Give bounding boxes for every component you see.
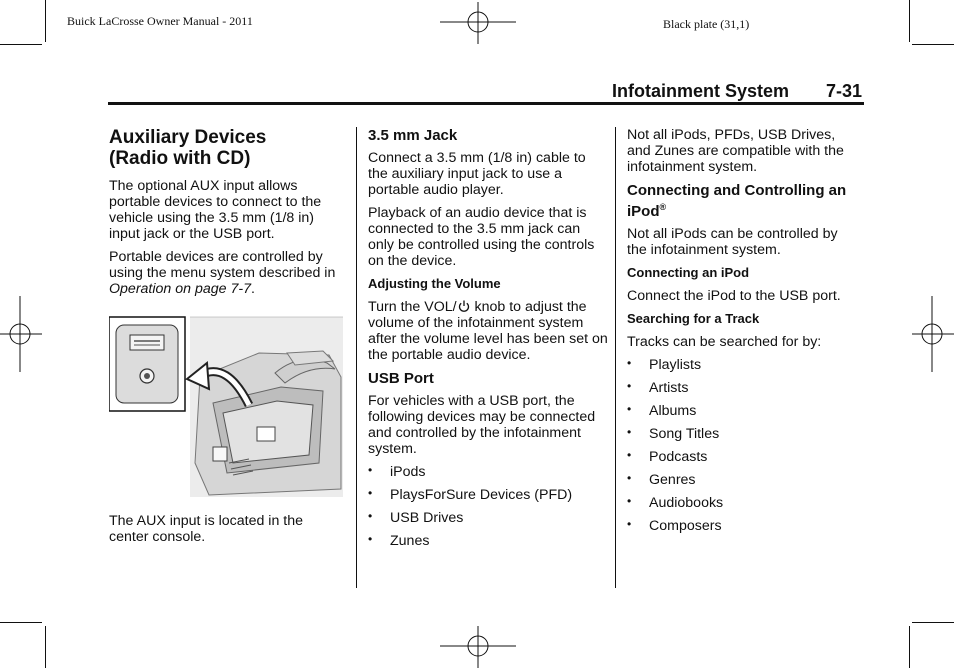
connect-paragraph: Connect the iPod to the USB port. xyxy=(627,288,841,304)
search-heading: Searching for a Track xyxy=(627,311,760,326)
crop-mark xyxy=(0,622,42,623)
ipod-heading xyxy=(627,182,857,220)
crop-mark xyxy=(45,0,46,42)
page-number: 7-31 xyxy=(826,81,863,101)
usb-heading: USB Port xyxy=(368,370,434,387)
jack-paragraph-2: Playback of an audio device that is connected to the 3.5 mm jack can only be controlled using the controls on the device. xyxy=(368,205,595,269)
control-paragraph xyxy=(109,249,341,297)
column-1 xyxy=(109,127,341,552)
search-paragraph: Tracks can be searched for by: xyxy=(627,334,822,350)
list-item: • Song Titles xyxy=(627,426,857,442)
list-item: • Playlists xyxy=(627,357,857,373)
center-console-illustration xyxy=(109,313,343,497)
page-heading xyxy=(109,127,341,169)
list-item: • Audiobooks xyxy=(627,495,857,511)
list-item: • Albums xyxy=(627,403,857,419)
crop-mark xyxy=(912,44,954,45)
volume-paragraph xyxy=(368,299,608,363)
control-text-end: . xyxy=(250,281,255,297)
list-item: • PlaysForSure Devices (PFD) xyxy=(368,487,608,503)
list-item: • Zunes xyxy=(368,533,608,549)
column-divider xyxy=(615,127,616,588)
list-item: • Artists xyxy=(627,380,857,396)
ipod-paragraph: Not all iPods can be controlled by the infotainment system. xyxy=(627,226,838,258)
list-item: • Genres xyxy=(627,472,857,488)
jack-heading: 3.5 mm Jack xyxy=(368,127,458,144)
list-item: • Composers xyxy=(627,518,857,534)
heading-line-2: (Radio with CD) xyxy=(109,148,251,169)
usb-paragraph: For vehicles with a USB port, the following devices may be connected and controlled by the infotainment system. xyxy=(368,393,596,457)
list-item: • USB Drives xyxy=(368,510,608,526)
section-title: Infotainment System xyxy=(612,81,790,101)
column-divider xyxy=(356,127,357,588)
plate-label: Black plate (31,1) xyxy=(663,17,750,31)
jack-paragraph-1: Connect a 3.5 mm (1/8 in) cable to the auxiliary input jack to use a portable audio player. xyxy=(368,150,586,198)
volume-heading: Adjusting the Volume xyxy=(368,276,501,291)
page-reference-link[interactable]: Operation on page 7-7 xyxy=(109,281,251,297)
crop-mark xyxy=(909,0,910,42)
compatibility-paragraph: Not all iPods, PFDs, USB Drives, and Zunes are compatible with the infotainment system. xyxy=(627,127,844,175)
crop-mark xyxy=(909,626,910,668)
registration-mark-bottom xyxy=(440,626,516,668)
header-rule xyxy=(108,102,864,105)
list-item: • iPods xyxy=(368,464,608,480)
connect-heading: Connecting an iPod xyxy=(627,265,750,280)
registered-mark: ® xyxy=(659,202,667,212)
figure-caption: The AUX input is located in the center console. xyxy=(109,513,304,545)
manual-title: Buick LaCrosse Owner Manual - 2011 xyxy=(67,14,253,28)
column-3 xyxy=(627,127,857,541)
crop-mark xyxy=(45,626,46,668)
power-icon xyxy=(458,300,470,312)
crop-mark xyxy=(0,44,42,45)
heading-line-1: Auxiliary Devices xyxy=(109,127,267,148)
ipod-heading-text: Connecting and Controlling an iPod xyxy=(627,182,847,220)
intro-paragraph: The optional AUX input allows portable devices to connect to the vehicle using the 3.5 mm (1/8 in) input jack or the USB port. xyxy=(109,178,322,242)
usb-device-list xyxy=(368,464,608,549)
volume-text-end: knob to adjust the volume of the infotainment system after the volume level has been set on the portable audio device. xyxy=(368,299,608,363)
column-2 xyxy=(368,127,608,556)
crop-mark xyxy=(912,622,954,623)
registration-mark-right xyxy=(912,296,954,372)
list-item: • Podcasts xyxy=(627,449,857,465)
registration-mark-left xyxy=(0,296,42,372)
volume-text: Turn the VOL/ xyxy=(368,299,457,315)
registration-mark-top xyxy=(440,2,516,44)
control-text: Portable devices are controlled by using the menu system described in xyxy=(109,249,336,281)
search-criteria-list xyxy=(627,357,857,534)
